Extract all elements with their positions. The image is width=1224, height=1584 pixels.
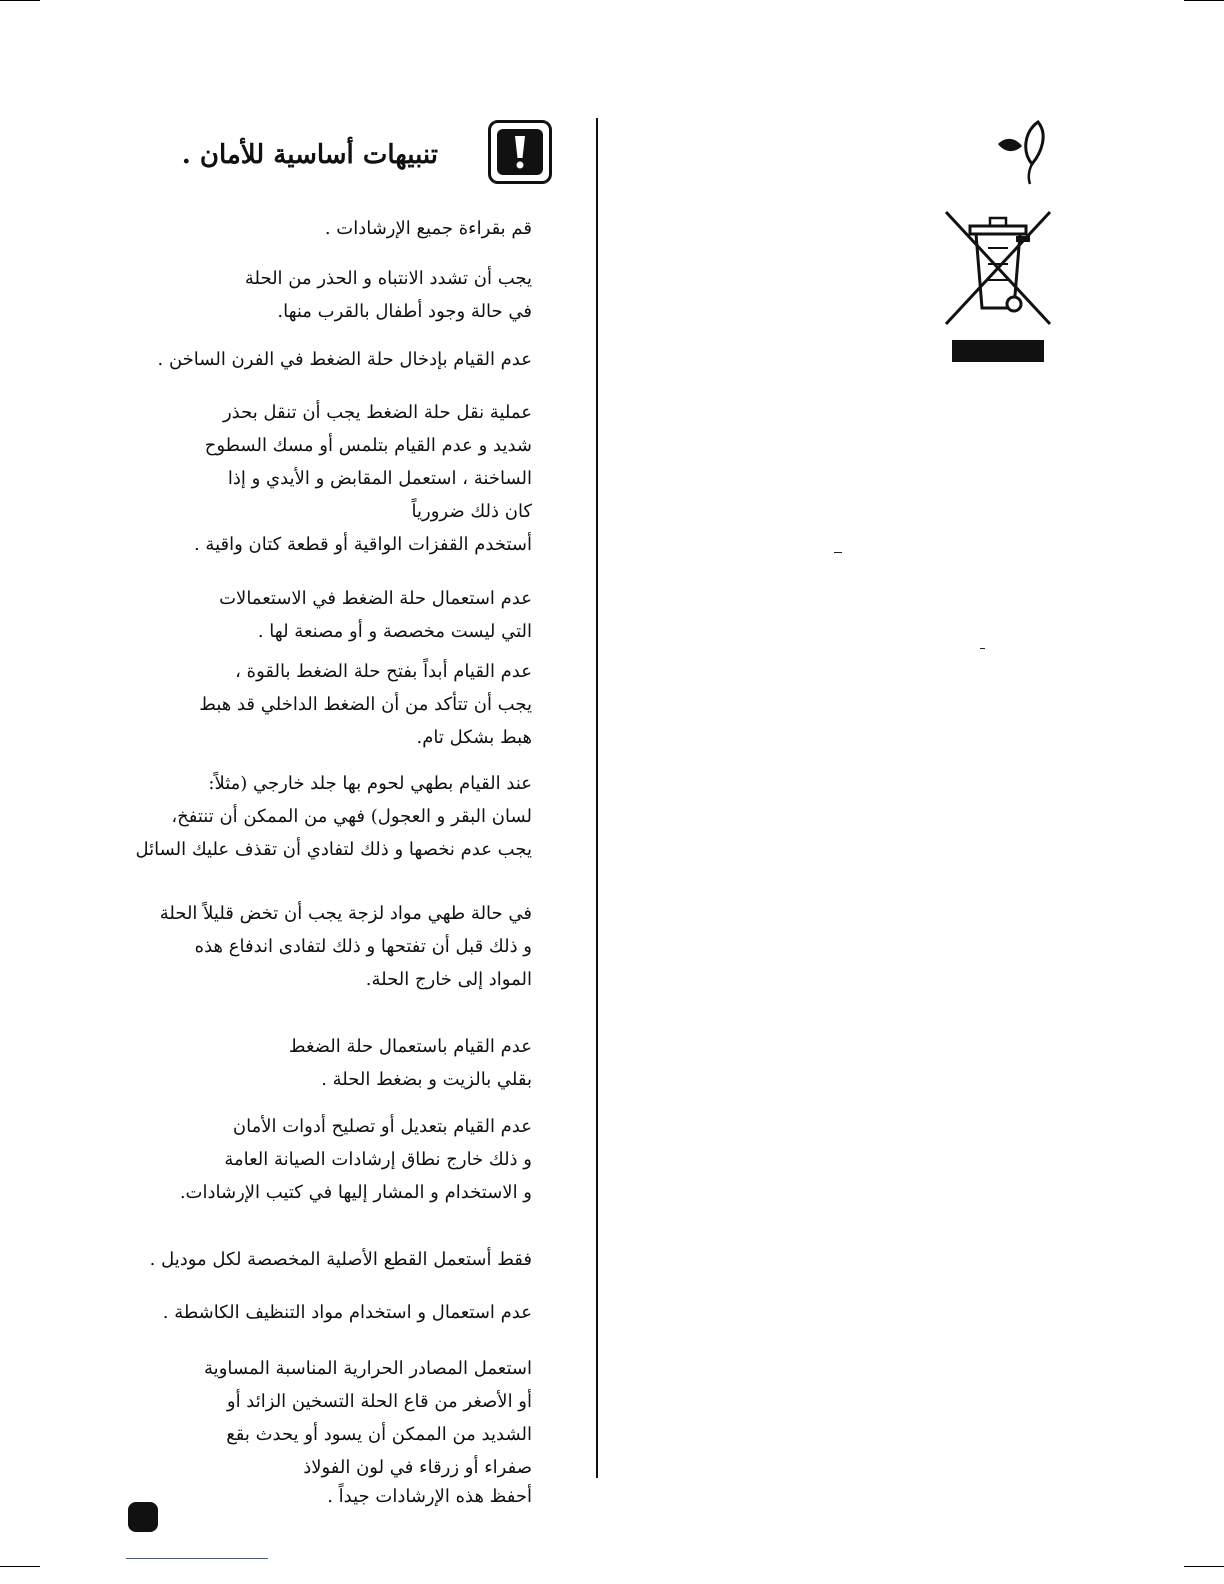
page-number-block bbox=[128, 1502, 158, 1532]
safety-instruction: عدم القيام أبداً بفتح حلة الضغط بالقوة ، يجب أن تتأكد من أن الضغط الداخلي قد هبط هبط بشكل تام. bbox=[199, 661, 532, 748]
safety-instruction: استعمل المصادر الحرارية المناسبة المساوية أو الأصغر من قاع الحلة التسخين الزائد أو الشديد من الممكن أن يسود أو يحدث بقع صفراء أو زرقاء في لون الفولاذ bbox=[204, 1358, 532, 1478]
leaf-icon bbox=[994, 118, 1058, 188]
safety-instruction: عدم القيام بتعديل أو تصليح أدوات الأمان و ذلك خارج نطاق إرشادات الصيانة العامة و الاستخدام و المشار إليها في كتيب الإرشادات. bbox=[179, 1116, 532, 1203]
recycling-bar bbox=[952, 340, 1044, 362]
crop-mark bbox=[0, 0, 40, 1]
crop-mark bbox=[1184, 1566, 1224, 1567]
safety-instruction: عدم استعمال حلة الضغط في الاستعمالات التي ليست مخصصة و أو مصنعة لها . bbox=[219, 588, 532, 642]
exclamation-icon bbox=[488, 120, 552, 184]
stray-mark bbox=[980, 648, 985, 649]
safety-instruction: عملية نقل حلة الضغط يجب أن تنقل بحذر شديد و عدم القيام بتلمس أو مسك السطوح الساخنة ، استعمل المقابض و الأيدي و إذا كان ذلك ضرورياً أستخدم القفزات الواقية أو قطعة كتان واقية . bbox=[193, 402, 532, 555]
safety-instruction: يجب أن تشدد الانتباه و الحذر من الحلة في حالة وجود أطفال بالقرب منها. bbox=[244, 268, 532, 322]
safety-instruction: في حالة طهي مواد لزجة يجب أن تخض قليلاً الحلة و ذلك قبل أن تفتحها و ذلك لتفادى اندفاع هذه المواد إلى خارج الحلة. bbox=[159, 903, 532, 990]
stray-mark bbox=[834, 552, 842, 553]
column-divider bbox=[596, 118, 598, 1478]
safety-instruction: عدم القيام باستعمال حلة الضغط بقلي بالزيت و بضغط الحلة . bbox=[288, 1036, 532, 1090]
crop-mark bbox=[1184, 0, 1224, 1]
footer-line bbox=[126, 1558, 268, 1559]
safety-instruction: فقط أستعمل القطع الأصلية المخصصة لكل موديل . bbox=[149, 1249, 532, 1270]
crop-mark bbox=[0, 1566, 40, 1567]
safety-instruction: عند القيام بطهي لحوم بها جلد خارجي (مثلاً: لسان البقر و العجول) فهي من الممكن أن تنتفخ، يجب عدم نخصها و ذلك لتفادي أن تقذف عليك السائل bbox=[135, 773, 532, 860]
safety-instruction: قم بقراءة جميع الإرشادات . bbox=[324, 218, 532, 239]
safety-instruction: أحفظ هذه الإرشادات جيداً . bbox=[327, 1486, 532, 1507]
page-title: تنبيهات أساسية للأمان . bbox=[181, 140, 438, 170]
crossed-out-bin-icon bbox=[942, 208, 1054, 328]
safety-instruction: عدم القيام بإدخال حلة الضغط في الفرن الساخن . bbox=[157, 349, 532, 370]
safety-instruction: عدم استعمال و استخدام مواد التنظيف الكاشطة . bbox=[162, 1302, 532, 1323]
